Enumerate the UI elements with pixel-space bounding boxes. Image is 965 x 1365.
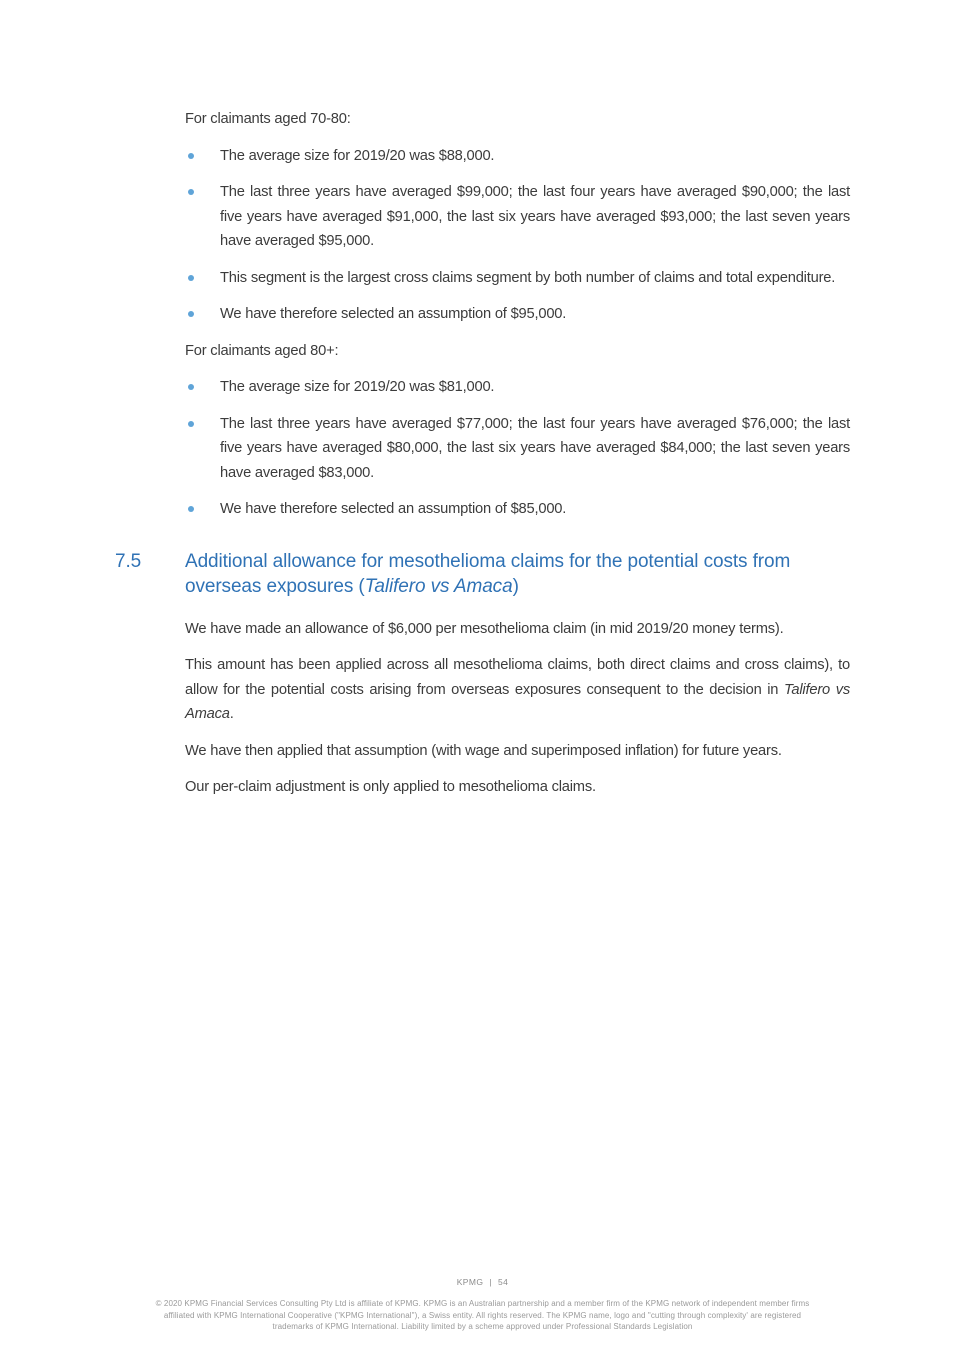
paragraph: We have then applied that assumption (with wage and superimposed inflation) for future years. [185,742,782,759]
bullet-icon [188,311,194,317]
footer-brand: KPMG [456,1277,484,1288]
section-heading-7-5 [115,549,850,599]
page-number-line [0,1276,965,1288]
list-item [185,412,850,486]
bullet-list-70-80 [185,144,850,327]
list-item-text: We have therefore selected an assumption of $95,000. [220,306,567,322]
list-item-text: The last three years have averaged $77,000; the last four years have averaged $76,000; the last five years have averaged $80,000, the last six years have averaged $84,000; the last seven years have averaged $83,000. [220,415,850,481]
footer [0,1276,965,1333]
footer-page-number: 54 [497,1277,509,1288]
list-item [185,302,850,327]
intro-claimants-70-80: For claimants aged 70-80: [185,111,351,127]
document-body [115,107,850,812]
bullet-icon [188,189,194,195]
section-title-close-paren: ) [512,575,519,597]
bullet-icon [188,506,194,512]
paragraph: Our per-claim adjustment is only applied to mesothelioma claims. [185,779,596,795]
list-item [185,180,850,254]
list-item-text: We have therefore selected an assumption of $85,000. [220,501,567,517]
copyright-notice [0,1298,965,1333]
intro-claimants-80-plus: For claimants aged 80+: [185,342,339,359]
list-item [185,497,850,522]
case-name: Talifero vs Amaca [185,681,850,722]
paragraph: We have made an allowance of $6,000 per mesothelioma claim (in mid 2019/20 money terms). [185,620,784,637]
bullet-icon [188,275,194,281]
paragraph-period: . [229,706,234,722]
bullet-icon [188,153,194,159]
list-item-text: This segment is the largest cross claims segment by both number of claims and total expenditure. [220,269,836,286]
bullet-icon [188,384,194,390]
list-item-text: The average size for 2019/20 was $81,000. [220,379,495,395]
bullet-icon [188,421,194,427]
section-number: 7.5 [115,550,142,572]
footer-separator: | [489,1277,492,1288]
list-item-text: The last three years have averaged $99,000; the last four years have averaged $90,000; the last five years have averaged $91,000, the last six years have averaged $93,000; the last seven years have averaged $95,000. [220,184,850,249]
list-item [185,144,850,169]
section-title [185,551,790,597]
copyright-line: affiliated with KPMG International Cooperative ("KPMG International"), a Swiss entity. All rights reserved. The KPMG name, logo and "cutting through complexity' are registered [163,1310,802,1320]
paragraph [185,653,850,727]
copyright-line: © 2020 KPMG Financial Services Consulting Pty Ltd is affiliate of KPMG. KPMG is an Australian partnership and a member firm of the KPMG network of independent member firms [155,1299,810,1309]
list-item-text: The average size for 2019/20 was $88,000. [220,147,495,164]
paragraph-text: This amount has been applied across all mesothelioma claims, both direct claims and cross claims), to allow for the potential costs arising from overseas exposures consequent to the decision in [185,657,850,698]
section-title-text: Additional allowance for mesothelioma claims for the potential costs from overseas exposures ( [185,550,791,597]
list-item [185,266,850,291]
bullet-list-80-plus [185,375,850,522]
section-title-case-name: Talifero vs Amaca [364,575,513,597]
copyright-line: trademarks of KPMG International. Liability limited by a scheme approved under Professional Standards Legislation [272,1322,693,1332]
list-item [185,375,850,400]
